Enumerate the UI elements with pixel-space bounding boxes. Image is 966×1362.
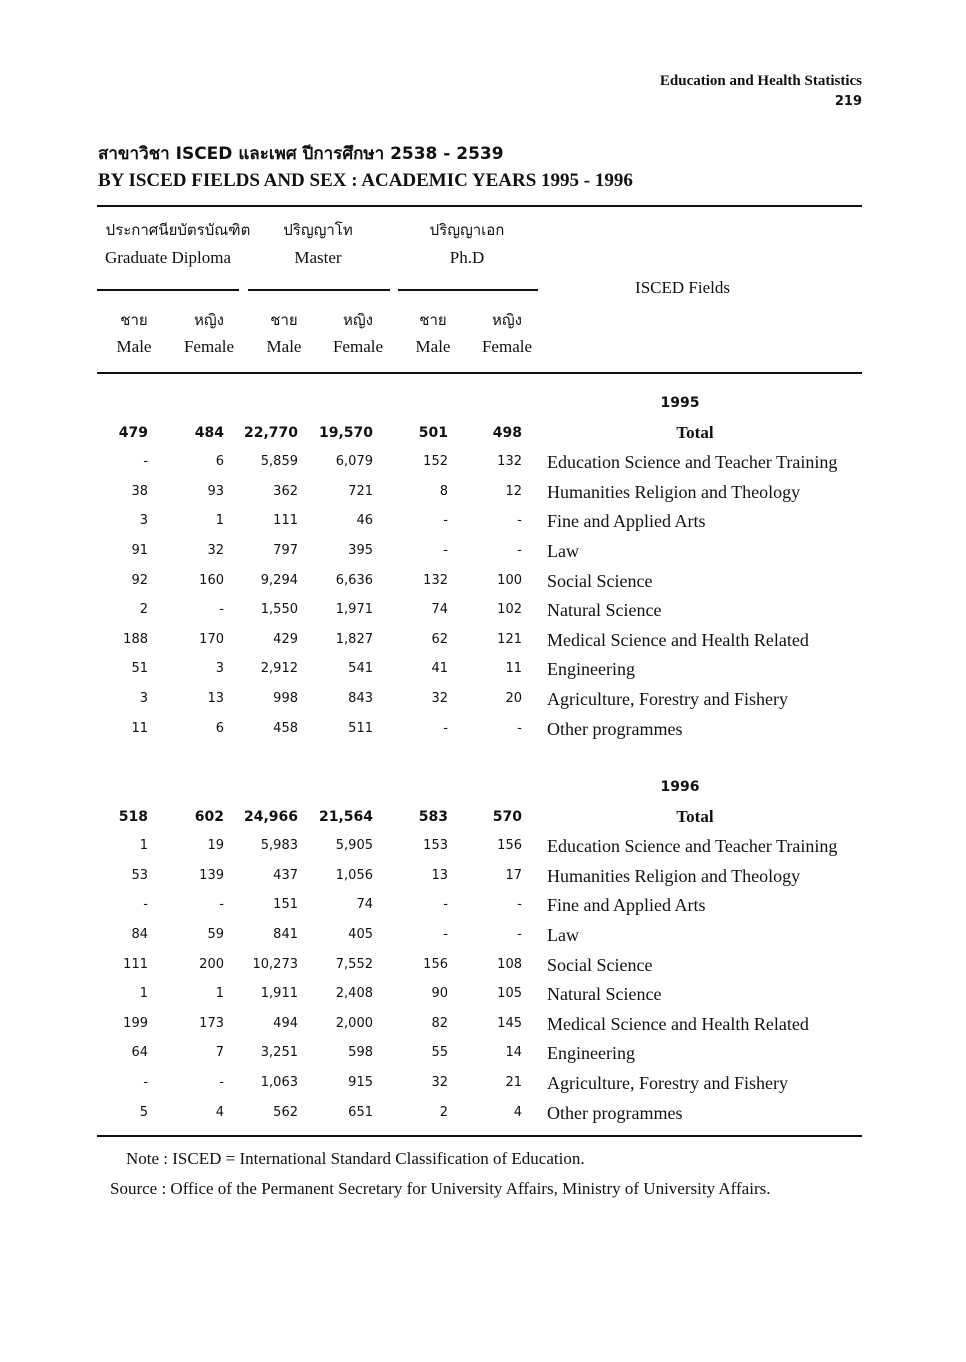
isced-field-label: Natural Science (547, 600, 662, 621)
group-master-th: ปริญญาโท (283, 221, 353, 239)
table-cell: 132 (423, 572, 448, 588)
page-number: 219 (834, 94, 862, 109)
table-cell: 152 (423, 454, 448, 470)
col2-female-en: Female (183, 337, 235, 356)
table-cell: 8 (439, 483, 448, 499)
col6-female-en: Female (481, 337, 533, 356)
table-cell: - (517, 720, 522, 736)
table-cell: 915 (348, 1075, 373, 1090)
table-cell: 151 (273, 897, 298, 913)
table-cell: 6,079 (335, 454, 373, 470)
isced-field-label: Social Science (547, 570, 653, 591)
table-top-rule (97, 205, 862, 207)
table-cell: 511 (348, 720, 373, 736)
title-english: BY ISCED FIELDS AND SEX : ACADEMIC YEARS 1995 - 1996 (98, 170, 633, 191)
table-cell: 12 (505, 483, 522, 499)
total-cell: 518 (118, 808, 148, 825)
table-cell: 173 (199, 1015, 224, 1031)
table-cell: 1 (215, 513, 224, 529)
table-cell: 2,912 (260, 661, 298, 677)
group-graduate-diploma-th: ประกาศนียบัตรบัณฑิต (105, 221, 251, 239)
table-cell: 1 (215, 986, 224, 1002)
group-phd-th: ปริญญาเอก (429, 221, 505, 239)
table-cell: 458 (273, 720, 298, 736)
table-cell: 11 (131, 720, 148, 736)
header-bottom-rule (97, 372, 862, 374)
table-cell: 1 (139, 838, 148, 854)
col5-male-th: ชาย (419, 311, 447, 329)
table-cell: 19 (207, 838, 224, 854)
table-cell: 108 (497, 956, 522, 972)
table-cell: 1 (139, 986, 148, 1002)
table-cell: - (517, 927, 522, 942)
col2-female-th: หญิง (194, 311, 224, 329)
table-cell: 2,000 (335, 1015, 373, 1031)
table-cell: 2 (439, 1104, 448, 1120)
table-cell: 841 (273, 927, 298, 942)
table-cell: 721 (348, 483, 373, 499)
table-cell: - (443, 720, 448, 736)
table-cell: 437 (273, 867, 298, 883)
table-cell: 405 (348, 927, 373, 942)
table-cell: 362 (273, 483, 298, 499)
table-cell: - (517, 513, 522, 529)
table-cell: 132 (497, 454, 522, 470)
total-label: Total (676, 422, 714, 442)
table-cell: 62 (431, 631, 448, 647)
group-rule-master (248, 289, 390, 291)
total-cell: 22,770 (243, 424, 298, 441)
isced-field-label: Natural Science (547, 984, 662, 1005)
table-cell: 14 (505, 1045, 522, 1061)
isced-field-label: Other programmes (547, 718, 683, 739)
table-cell: 395 (348, 543, 373, 558)
group-rule-phd (398, 289, 538, 291)
table-cell: 11 (505, 661, 522, 677)
isced-field-label: Agriculture, Forestry and Fishery (547, 1073, 788, 1093)
table-cell: 651 (348, 1104, 373, 1120)
table-cell: 51 (131, 661, 148, 677)
col5-male-en: Male (415, 337, 451, 356)
table-cell: 429 (273, 631, 298, 647)
table-cell: 32 (207, 543, 224, 558)
group-rule-graduate-diploma (97, 289, 239, 291)
table-cell: - (219, 1075, 224, 1090)
table-cell: 82 (431, 1015, 448, 1031)
total-cell: 19,570 (318, 424, 373, 441)
group-master-en: Master (294, 248, 342, 267)
table-cell: 2 (139, 602, 148, 618)
table-cell: 74 (431, 602, 448, 618)
table-cell: 4 (513, 1104, 522, 1120)
table-cell: 3 (139, 691, 148, 706)
total-label: Total (676, 806, 714, 826)
table-cell: 2,408 (335, 986, 373, 1002)
table-cell: 3,251 (260, 1045, 298, 1061)
table-cell: 20 (505, 691, 522, 706)
total-cell: 583 (418, 808, 448, 825)
table-bottom-rule (97, 1135, 862, 1137)
isced-field-label: Other programmes (547, 1102, 683, 1123)
col1-male-th: ชาย (120, 311, 148, 329)
note: Note : ISCED = International Standard Classification of Education. (126, 1149, 585, 1168)
group-phd-en: Ph.D (449, 248, 485, 267)
table-cell: 5 (139, 1104, 148, 1120)
isced-field-label: Medical Science and Health Related (547, 1013, 809, 1034)
table-cell: - (517, 897, 522, 913)
table-cell: 7 (215, 1045, 224, 1061)
table-cell: 1,550 (260, 602, 298, 618)
total-cell: 602 (194, 808, 224, 825)
source: Source : Office of the Permanent Secretary for University Affairs, Ministry of University Affairs. (110, 1179, 771, 1198)
table-cell: 7,552 (335, 956, 373, 972)
group-graduate-diploma-en: Graduate Diploma (104, 248, 232, 267)
table-cell: 74 (356, 897, 373, 913)
table-cell: 6 (215, 454, 224, 470)
table-cell: - (143, 454, 148, 470)
table-cell: - (443, 927, 448, 942)
table-cell: 3 (215, 661, 224, 677)
isced-field-label: Engineering (547, 659, 635, 680)
table-cell: 199 (123, 1015, 148, 1031)
table-cell: - (443, 513, 448, 529)
table-cell: 46 (356, 513, 373, 529)
col4-female-th: หญิง (343, 311, 373, 329)
isced-field-label: Law (547, 541, 579, 561)
table-cell: 153 (423, 838, 448, 854)
table-cell: 1,827 (335, 631, 373, 647)
col1-male-en: Male (116, 337, 152, 356)
table-cell: 93 (207, 483, 224, 499)
table-cell: 160 (199, 572, 224, 588)
isced-field-label: Humanities Religion and Theology (547, 865, 801, 886)
table-cell: 139 (199, 867, 224, 883)
table-cell: 92 (131, 572, 148, 588)
table-cell: 121 (497, 631, 522, 647)
section-year: 1995 (660, 395, 700, 411)
table-cell: 843 (348, 691, 373, 706)
col3-male-th: ชาย (270, 311, 298, 329)
total-cell: 21,564 (318, 808, 373, 825)
table-cell: 9,294 (260, 572, 298, 588)
table-cell: 13 (431, 867, 448, 883)
table-cell: 494 (273, 1015, 298, 1031)
title-thai: สาขาวิชา ISCED และเพศ ปีการศึกษา 2538 - 2539 (98, 144, 504, 164)
table-cell: 3 (139, 513, 148, 529)
table-cell: 188 (123, 631, 148, 647)
section-year: 1996 (660, 779, 700, 795)
total-cell: 498 (492, 424, 522, 441)
isced-fields-header: ISCED Fields (635, 278, 730, 297)
col6-female-th: หญิง (492, 311, 522, 329)
table-cell: - (219, 602, 224, 618)
isced-field-label: Law (547, 925, 579, 945)
isced-field-label: Engineering (547, 1043, 635, 1064)
table-cell: - (443, 897, 448, 913)
total-cell: 24,966 (243, 808, 298, 825)
col3-male-en: Male (266, 337, 302, 356)
table-cell: 38 (131, 483, 148, 499)
table-cell: 5,905 (335, 838, 373, 854)
table-cell: - (443, 543, 448, 558)
table-cell: - (517, 543, 522, 558)
table-cell: 4 (215, 1104, 224, 1120)
table-cell: 21 (505, 1075, 522, 1090)
isced-field-label: Social Science (547, 954, 653, 975)
table-cell: 91 (131, 543, 148, 558)
table-cell: 1,971 (335, 602, 373, 618)
table-cell: 102 (497, 602, 522, 618)
table-cell: 100 (497, 572, 522, 588)
total-cell: 570 (492, 808, 522, 825)
table-cell: 84 (131, 927, 148, 942)
isced-field-label: Medical Science and Health Related (547, 629, 809, 650)
table-cell: 541 (348, 661, 373, 677)
table-cell: 111 (123, 956, 148, 972)
col4-female-en: Female (332, 337, 384, 356)
total-cell: 479 (118, 424, 148, 441)
table-cell: - (143, 1075, 148, 1090)
table-cell: 200 (199, 956, 224, 972)
table-cell: 64 (131, 1045, 148, 1061)
table-cell: 5,983 (260, 838, 298, 854)
table-cell: 32 (431, 1075, 448, 1090)
table-cell: - (219, 897, 224, 913)
isced-field-label: Fine and Applied Arts (547, 895, 706, 916)
table-cell: 55 (431, 1045, 448, 1061)
total-cell: 484 (194, 424, 224, 441)
table-cell: - (143, 897, 148, 913)
table-cell: 41 (431, 661, 448, 677)
table-cell: 598 (348, 1045, 373, 1061)
isced-field-label: Agriculture, Forestry and Fishery (547, 689, 788, 709)
table-cell: 156 (423, 956, 448, 972)
total-cell: 501 (418, 424, 448, 441)
table-cell: 105 (497, 986, 522, 1002)
table-cell: 797 (273, 543, 298, 558)
table-cell: 10,273 (252, 956, 298, 972)
isced-field-label: Humanities Religion and Theology (547, 481, 801, 502)
table-cell: 13 (207, 691, 224, 706)
isced-field-label: Education Science and Teacher Training (547, 836, 838, 857)
table-cell: 170 (199, 631, 224, 647)
table-cell: 1,056 (335, 867, 373, 883)
table-cell: 53 (131, 867, 148, 883)
table-cell: 156 (497, 838, 522, 854)
table-cell: 1,063 (260, 1075, 298, 1090)
table-cell: 111 (273, 513, 298, 529)
table-cell: 90 (431, 986, 448, 1002)
table-cell: 1,911 (260, 986, 298, 1002)
table-cell: 6,636 (335, 572, 373, 588)
table-cell: 998 (273, 691, 298, 706)
table-cell: 32 (431, 691, 448, 706)
table-cell: 17 (505, 867, 522, 883)
isced-field-label: Education Science and Teacher Training (547, 452, 838, 473)
isced-field-label: Fine and Applied Arts (547, 511, 706, 532)
table-cell: 145 (497, 1015, 522, 1031)
table-cell: 5,859 (260, 454, 298, 470)
table-cell: 6 (215, 720, 224, 736)
table-cell: 59 (207, 927, 224, 942)
table-cell: 562 (273, 1104, 298, 1120)
running-head: Education and Health Statistics (659, 73, 862, 89)
